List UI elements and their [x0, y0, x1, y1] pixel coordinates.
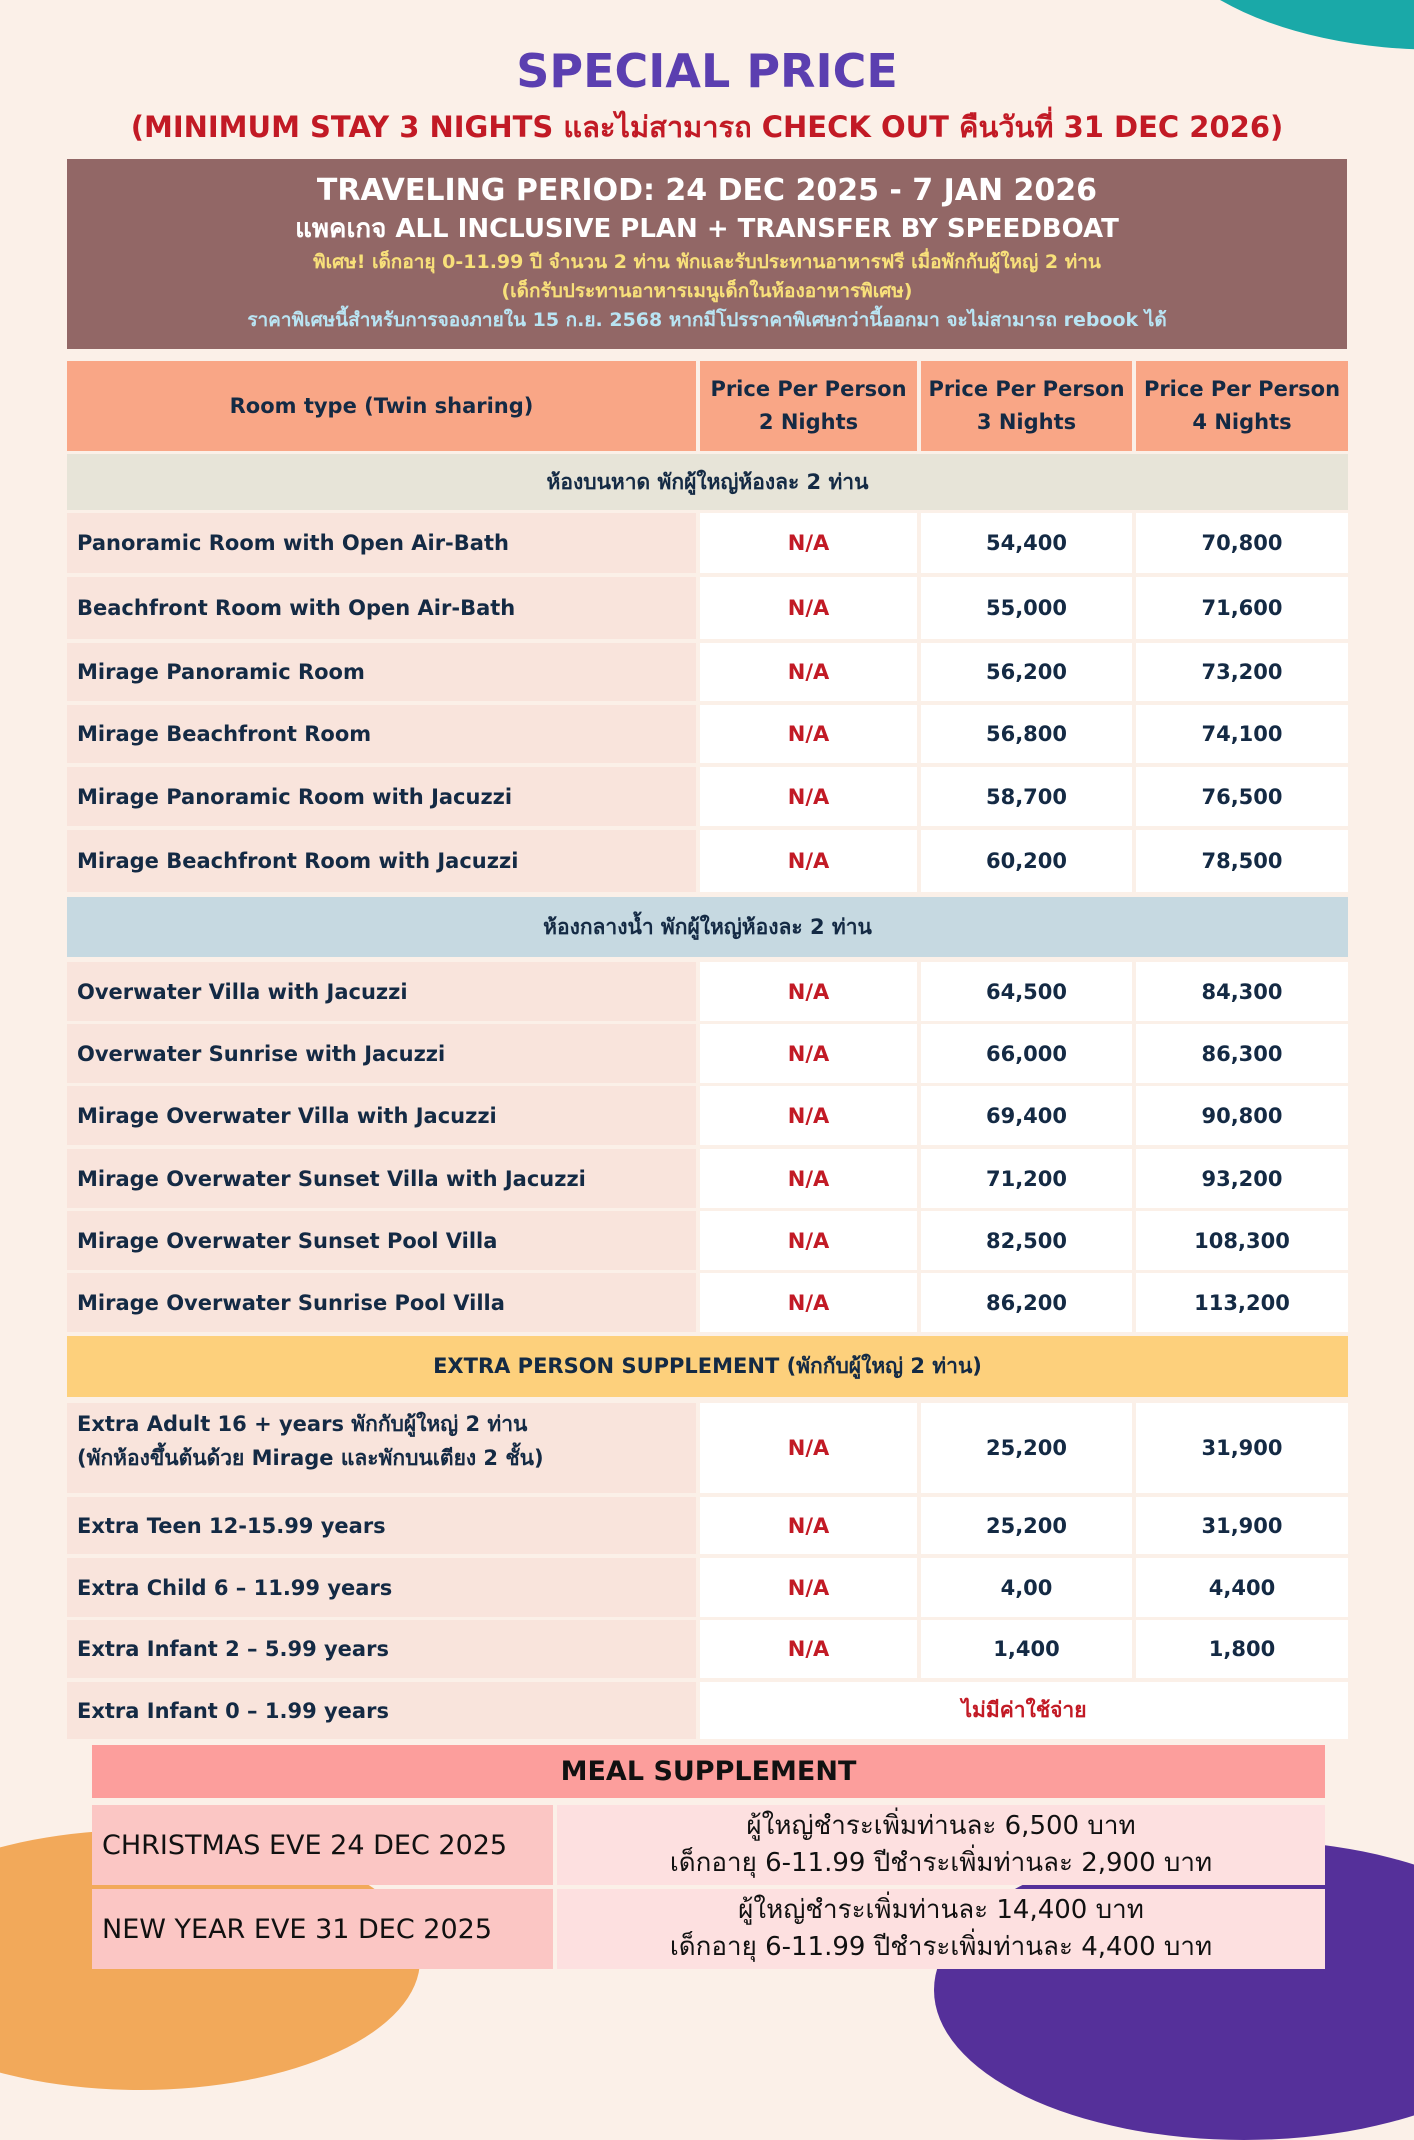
price-cell: N/A: [700, 1497, 917, 1554]
room-type-cell: Extra Child 6 – 11.99 years: [67, 1558, 696, 1617]
price-cell: 25,200: [921, 1497, 1132, 1554]
price-cell: 64,500: [921, 962, 1132, 1021]
table-row: [67, 1682, 1348, 1739]
meal-price-cell: [557, 1805, 1325, 1885]
room-type-cell: Mirage Overwater Sunset Pool Villa: [67, 1211, 696, 1270]
price-cell: 76,500: [1136, 767, 1348, 826]
price-cell: 56,800: [921, 705, 1132, 763]
meal-row: [92, 1805, 1325, 1885]
column-header: Price Per Person 3 Nights: [921, 361, 1132, 451]
price-cell: 31,900: [1136, 1497, 1348, 1554]
price-cell: 71,200: [921, 1149, 1132, 1208]
price-cell: 4,400: [1136, 1558, 1348, 1617]
table-row: [67, 577, 1348, 639]
table-header-row: [67, 361, 1348, 451]
price-cell: 78,500: [1136, 830, 1348, 892]
price-cell: 86,300: [1136, 1024, 1348, 1083]
price-cell: N/A: [700, 705, 917, 763]
room-type-cell: Overwater Villa with Jacuzzi: [67, 962, 696, 1021]
price-cell: N/A: [700, 1273, 917, 1332]
meal-child-price: เด็กอายุ 6-11.99 ปีชำระเพิ่มท่านละ 2,900 บาท: [669, 1848, 1213, 1878]
price-cell: N/A: [700, 1620, 917, 1678]
price-cell: 82,500: [921, 1211, 1132, 1270]
meal-supplement-title: MEAL SUPPLEMENT: [92, 1745, 1325, 1798]
price-cell: 69,400: [921, 1086, 1132, 1145]
price-cell: N/A: [700, 513, 917, 573]
package-name: แพคเกจ ALL INCLUSIVE PLAN + TRANSFER BY SPEEDBOAT: [295, 214, 1119, 244]
table-row: [67, 705, 1348, 763]
section-header: ห้องกลางน้ำ พักผู้ใหญ่ห้องละ 2 ท่าน: [67, 897, 1348, 957]
price-cell: 71,600: [1136, 577, 1348, 639]
price-cell: 86,200: [921, 1273, 1132, 1332]
price-cell: N/A: [700, 767, 917, 826]
booking-note: ราคาพิเศษนี้สำหรับการจองภายใน 15 ก.ย. 2568 หากมีโปรราคาพิเศษกว่านี้ออกมา จะไม่สามารถ rebook ได้: [247, 309, 1167, 331]
table-row: [67, 1086, 1348, 1145]
decor-purple-shape: [934, 1840, 1414, 2140]
column-header: Price Per Person 4 Nights: [1136, 361, 1348, 451]
table-row: [67, 767, 1348, 826]
meal-event-label: NEW YEAR EVE 31 DEC 2025: [92, 1889, 553, 1969]
table-row: [67, 1024, 1348, 1083]
table-row: [67, 1403, 1348, 1493]
table-row: [67, 1273, 1348, 1332]
room-type-cell: Beachfront Room with Open Air-Bath: [67, 577, 696, 639]
price-cell: N/A: [700, 577, 917, 639]
price-cell: 108,300: [1136, 1211, 1348, 1270]
table-row: [67, 1211, 1348, 1270]
price-cell: 70,800: [1136, 513, 1348, 573]
section-header: ห้องบนหาด พักผู้ใหญ่ห้องละ 2 ท่าน: [67, 454, 1348, 510]
table-row: [67, 962, 1348, 1021]
price-cell: N/A: [700, 1024, 917, 1083]
column-header: Room type (Twin sharing): [67, 361, 696, 451]
price-cell: N/A: [700, 830, 917, 892]
price-cell: 84,300: [1136, 962, 1348, 1021]
room-type-cell: Mirage Panoramic Room with Jacuzzi: [67, 767, 696, 826]
price-cell: N/A: [700, 1558, 917, 1617]
room-type-cell: Extra Infant 2 – 5.99 years: [67, 1620, 696, 1678]
meal-adult-price: ผู้ใหญ่ชำระเพิ่มท่านละ 6,500 บาท: [746, 1811, 1136, 1841]
room-type-cell: Extra Adult 16 + years พักกับผู้ใหญ่ 2 ท่าน (พักห้องขึ้นต้นด้วย Mirage และพักบนเตียง 2 ชั้น): [67, 1403, 696, 1493]
room-type-cell: Mirage Panoramic Room: [67, 643, 696, 701]
price-cell: 90,800: [1136, 1086, 1348, 1145]
meal-child-price: เด็กอายุ 6-11.99 ปีชำระเพิ่มท่านละ 4,400 บาท: [669, 1932, 1213, 1962]
price-cell: 1,800: [1136, 1620, 1348, 1678]
meal-adult-price: ผู้ใหญ่ชำระเพิ่มท่านละ 14,400 บาท: [738, 1895, 1144, 1925]
room-type-cell: Panoramic Room with Open Air-Bath: [67, 513, 696, 573]
table-row: [67, 1620, 1348, 1678]
room-type-cell: Mirage Overwater Villa with Jacuzzi: [67, 1086, 696, 1145]
price-cell: N/A: [700, 643, 917, 701]
room-type-cell: Mirage Overwater Sunrise Pool Villa: [67, 1273, 696, 1332]
promo-text: พิเศษ! เด็กอายุ 0-11.99 ปี จำนวน 2 ท่าน พักและรับประทานอาหารฟรี เมื่อพักกับผู้ใหญ่ 2 ท่าน: [313, 251, 1101, 273]
table-row: [67, 1497, 1348, 1554]
price-cell: 25,200: [921, 1403, 1132, 1493]
room-type-cell: Mirage Beachfront Room with Jacuzzi: [67, 830, 696, 892]
price-cell: 1,400: [921, 1620, 1132, 1678]
section-header: EXTRA PERSON SUPPLEMENT (พักกับผู้ใหญ่ 2 ท่าน): [67, 1336, 1348, 1397]
promo-note: (เด็กรับประทานอาหารเมนูเด็กในห้องอาหารพิเศษ): [501, 280, 913, 302]
price-cell: N/A: [700, 1086, 917, 1145]
table-row: [67, 513, 1348, 573]
price-cell: 113,200: [1136, 1273, 1348, 1332]
traveling-period: TRAVELING PERIOD: 24 DEC 2025 - 7 JAN 2026: [316, 173, 1098, 208]
price-cell: 60,200: [921, 830, 1132, 892]
price-cell: 4,00: [921, 1558, 1132, 1617]
price-cell: 55,000: [921, 577, 1132, 639]
price-cell: 58,700: [921, 767, 1132, 826]
meal-row: [92, 1889, 1325, 1969]
price-cell: N/A: [700, 1149, 917, 1208]
room-type-cell: Extra Teen 12-15.99 years: [67, 1497, 696, 1554]
price-cell: 54,400: [921, 513, 1132, 573]
column-header: Price Per Person 2 Nights: [700, 361, 917, 451]
package-banner: [67, 159, 1347, 349]
price-cell: 31,900: [1136, 1403, 1348, 1493]
free-of-charge-cell: ไม่มีค่าใช้จ่าย: [700, 1682, 1348, 1739]
price-cell: 66,000: [921, 1024, 1132, 1083]
page-subtitle: (MINIMUM STAY 3 NIGHTS และไม่สามารถ CHECK OUT คืนวันที่ 31 DEC 2026): [130, 110, 1284, 144]
price-cell: N/A: [700, 1211, 917, 1270]
meal-price-cell: [557, 1889, 1325, 1969]
price-cell: N/A: [700, 962, 917, 1021]
room-type-cell: Mirage Overwater Sunset Villa with Jacuzzi: [67, 1149, 696, 1208]
table-row: [67, 830, 1348, 892]
price-cell: 73,200: [1136, 643, 1348, 701]
table-row: [67, 643, 1348, 701]
table-row: [67, 1558, 1348, 1617]
room-type-cell: Extra Infant 0 – 1.99 years: [67, 1682, 696, 1739]
page-title: SPECIAL PRICE: [516, 44, 898, 98]
price-cell: 93,200: [1136, 1149, 1348, 1208]
meal-event-label: CHRISTMAS EVE 24 DEC 2025: [92, 1805, 553, 1885]
room-type-cell: Mirage Beachfront Room: [67, 705, 696, 763]
price-cell: 56,200: [921, 643, 1132, 701]
room-type-cell: Overwater Sunrise with Jacuzzi: [67, 1024, 696, 1083]
table-row: [67, 1149, 1348, 1208]
price-cell: 74,100: [1136, 705, 1348, 763]
price-cell: N/A: [700, 1403, 917, 1493]
